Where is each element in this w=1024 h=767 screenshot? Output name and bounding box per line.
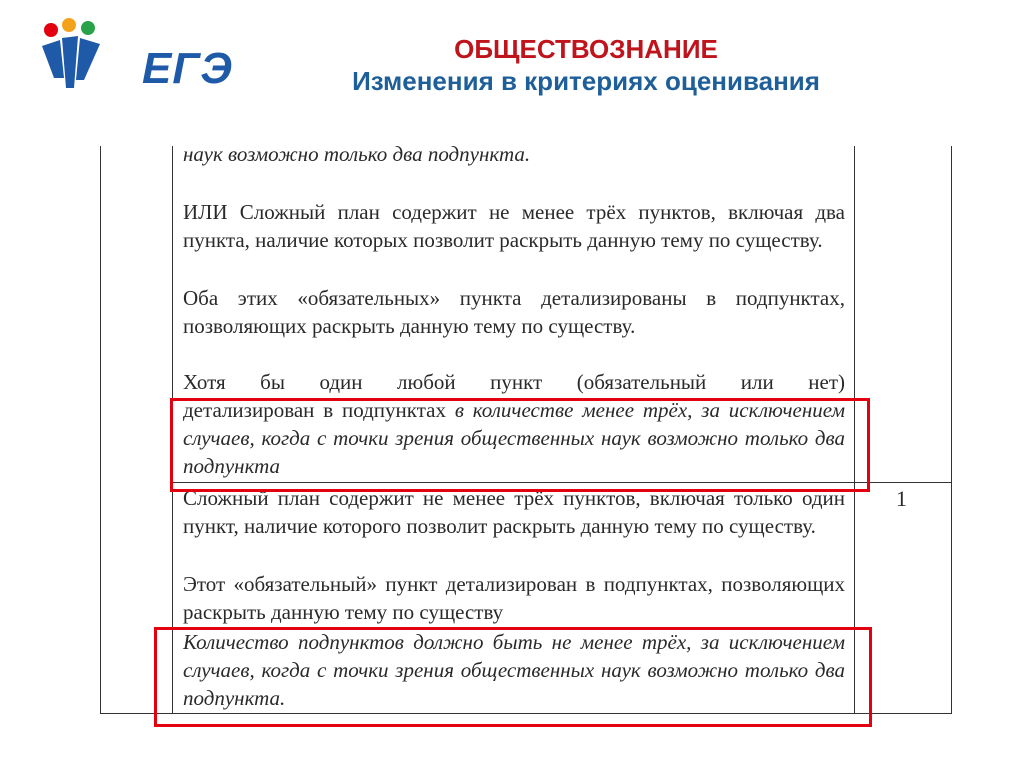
at-least-one-text: Хотя бы один любой пункт (обязательный или нет) xyxy=(183,370,845,394)
both-points-text: Оба этих «обязательных» пункта детализированы в подпунктах, позволяющих раскрыть данную тему по существу. xyxy=(183,286,845,338)
page-subtitle: Изменения в критериях оценивания xyxy=(352,66,820,96)
score-value: 1 xyxy=(896,486,907,511)
table-border-right xyxy=(951,146,952,714)
table-border-left xyxy=(100,146,101,714)
detail-italic: в количестве менее трёх, за исключением случаев, когда с точки зрения общественных наук возможно только два подпункта xyxy=(183,398,845,478)
highlight-box-1 xyxy=(170,398,870,492)
logo-text: ЕГЭ xyxy=(142,44,233,93)
subpoints-rule-text: Количество подпунктов должно быть не менее трёх, за исключением случаев, когда с точки зрения общественных наук возможно только два подпункта. xyxy=(183,630,845,710)
page-title: ОБЩЕСТВОЗНАНИЕ xyxy=(454,34,718,64)
this-point-text: Этот «обязательный» пункт детализирован в подпунктах, позволяющих раскрыть данную тему по существу xyxy=(183,572,845,624)
second-plan-text: Сложный план содержит не менее трёх пунктов, включая только один пункт, наличие которого позволит раскрыть данную тему по существу. xyxy=(183,486,845,538)
alt-plan-text: ИЛИ Сложный план содержит не менее трёх пунктов, включая два пункта, наличие которых позволит раскрыть данную тему по существу. xyxy=(183,200,845,252)
detail-regular: детализирован в подпунктах xyxy=(183,398,455,422)
ege-logo-figures-icon xyxy=(38,18,108,98)
fragment-top: наук возможно только два подпункта. xyxy=(183,142,531,166)
ege-logo xyxy=(38,18,233,98)
highlight-box-2 xyxy=(154,627,872,727)
